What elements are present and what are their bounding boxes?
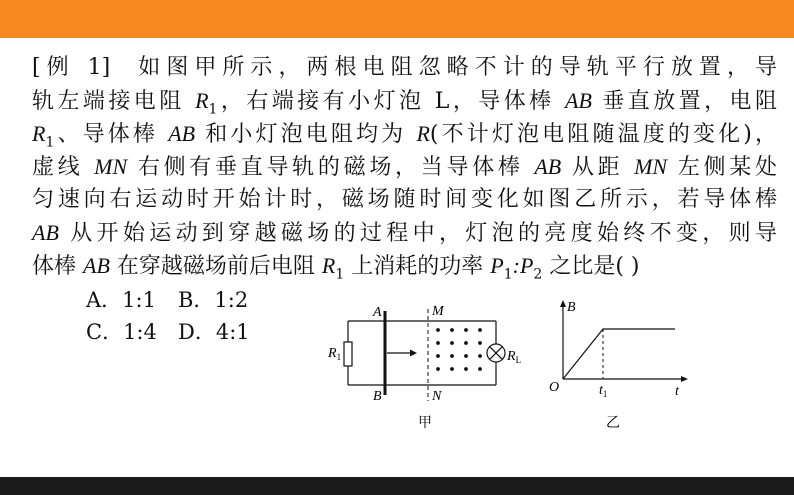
label-n: N: [432, 389, 442, 404]
question-line-4: 虚线 MN 右侧有垂直导轨的磁场，当导体棒 AB 从距 MN 左侧某处: [32, 154, 777, 180]
question-line-1: [例 1] 如图甲所示，两根电阻忽略不计的导轨平行放置，导: [32, 55, 777, 80]
header-bar: [0, 0, 794, 38]
label-m: M: [432, 304, 444, 319]
question-line-7: 体棒 AB 在穿越磁场前后电阻 $R_1$ 上消耗的功率 $P_1:P_2$ 之比是( ): [32, 253, 640, 283]
option-b[interactable]: B．1:2: [178, 288, 249, 312]
question-line-5: 匀速向右运动时开始计时，磁场随时间变化如图乙所示，若导体棒: [32, 187, 777, 212]
label-r1: $R_1$: [328, 346, 342, 362]
axis-label-t: t: [675, 384, 679, 399]
label-rl: $R_L$: [507, 349, 522, 365]
origin-label: O: [549, 380, 560, 395]
magnetic-field-dots: [436, 328, 482, 371]
label-a: A: [373, 305, 382, 320]
option-c[interactable]: C．1:4: [86, 320, 157, 344]
option-a[interactable]: A．1:1: [86, 288, 156, 312]
question-line-3: $R_1$、导体棒 AB 和小灯泡电阻均为 R(不计灯泡电阻随温度的变化)，: [32, 121, 777, 151]
tick-t1: $t_1$: [599, 383, 608, 399]
footer-bar: [0, 477, 794, 495]
label-b: B: [373, 389, 382, 404]
question-line-6: AB 从开始运动到穿越磁场的过程中，灯泡的亮度始终不变，则导: [32, 220, 777, 246]
axis-label-b: B: [567, 300, 576, 315]
question-line-2: 轨左端接电阻 $R_1$，右端接有小灯泡 L，导体棒 AB 垂直放置，电阻: [32, 88, 777, 118]
resistor-r1: [344, 342, 352, 366]
b-t-curve: [563, 329, 675, 379]
caption-jia: 甲: [418, 416, 432, 431]
example-tag: [例 1]: [32, 55, 111, 80]
figure-jia: [320, 297, 532, 437]
caption-yi: 乙: [606, 416, 620, 431]
option-d[interactable]: D．4:1: [178, 320, 250, 344]
figure-yi: [545, 297, 695, 437]
